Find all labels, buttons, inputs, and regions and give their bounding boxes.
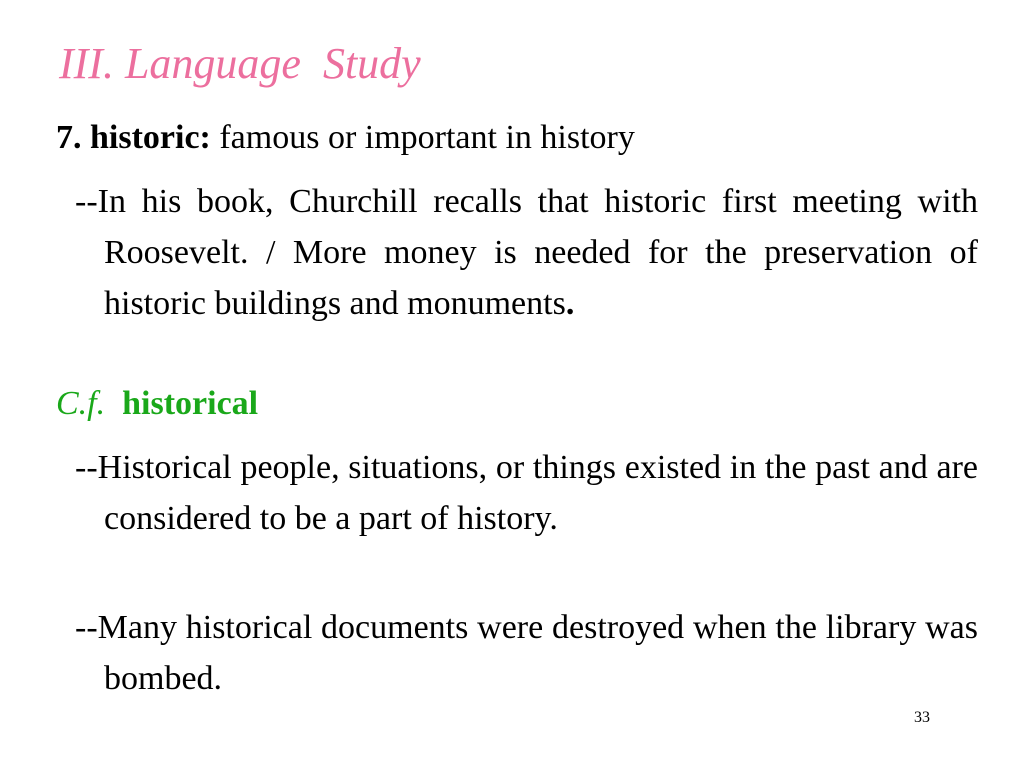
compare-abbreviation: C.f. — [56, 385, 106, 422]
example-period: . — [565, 285, 575, 322]
example-text: --In his book, Churchill recalls that historic first meeting with Roosevelt. / More money is needed for the preservation of historic buildings and monuments — [75, 183, 978, 322]
compare-example-paragraph: --Historical people, situations, or things existed in the past and are considered to be a part of history. — [75, 449, 978, 537]
term-definition: famous or important in history — [210, 119, 635, 156]
term-heading — [56, 118, 635, 159]
page-number: 33 — [914, 709, 930, 726]
compare-example-paragraph: --Many historical documents were destroyed when the library was bombed. — [75, 609, 978, 697]
compare-word: historical — [122, 385, 259, 422]
compare-heading — [56, 384, 258, 425]
term-label: 7. historic: — [56, 119, 211, 156]
slide-title: III. Language Study — [59, 39, 421, 88]
example-paragraph — [75, 176, 978, 329]
